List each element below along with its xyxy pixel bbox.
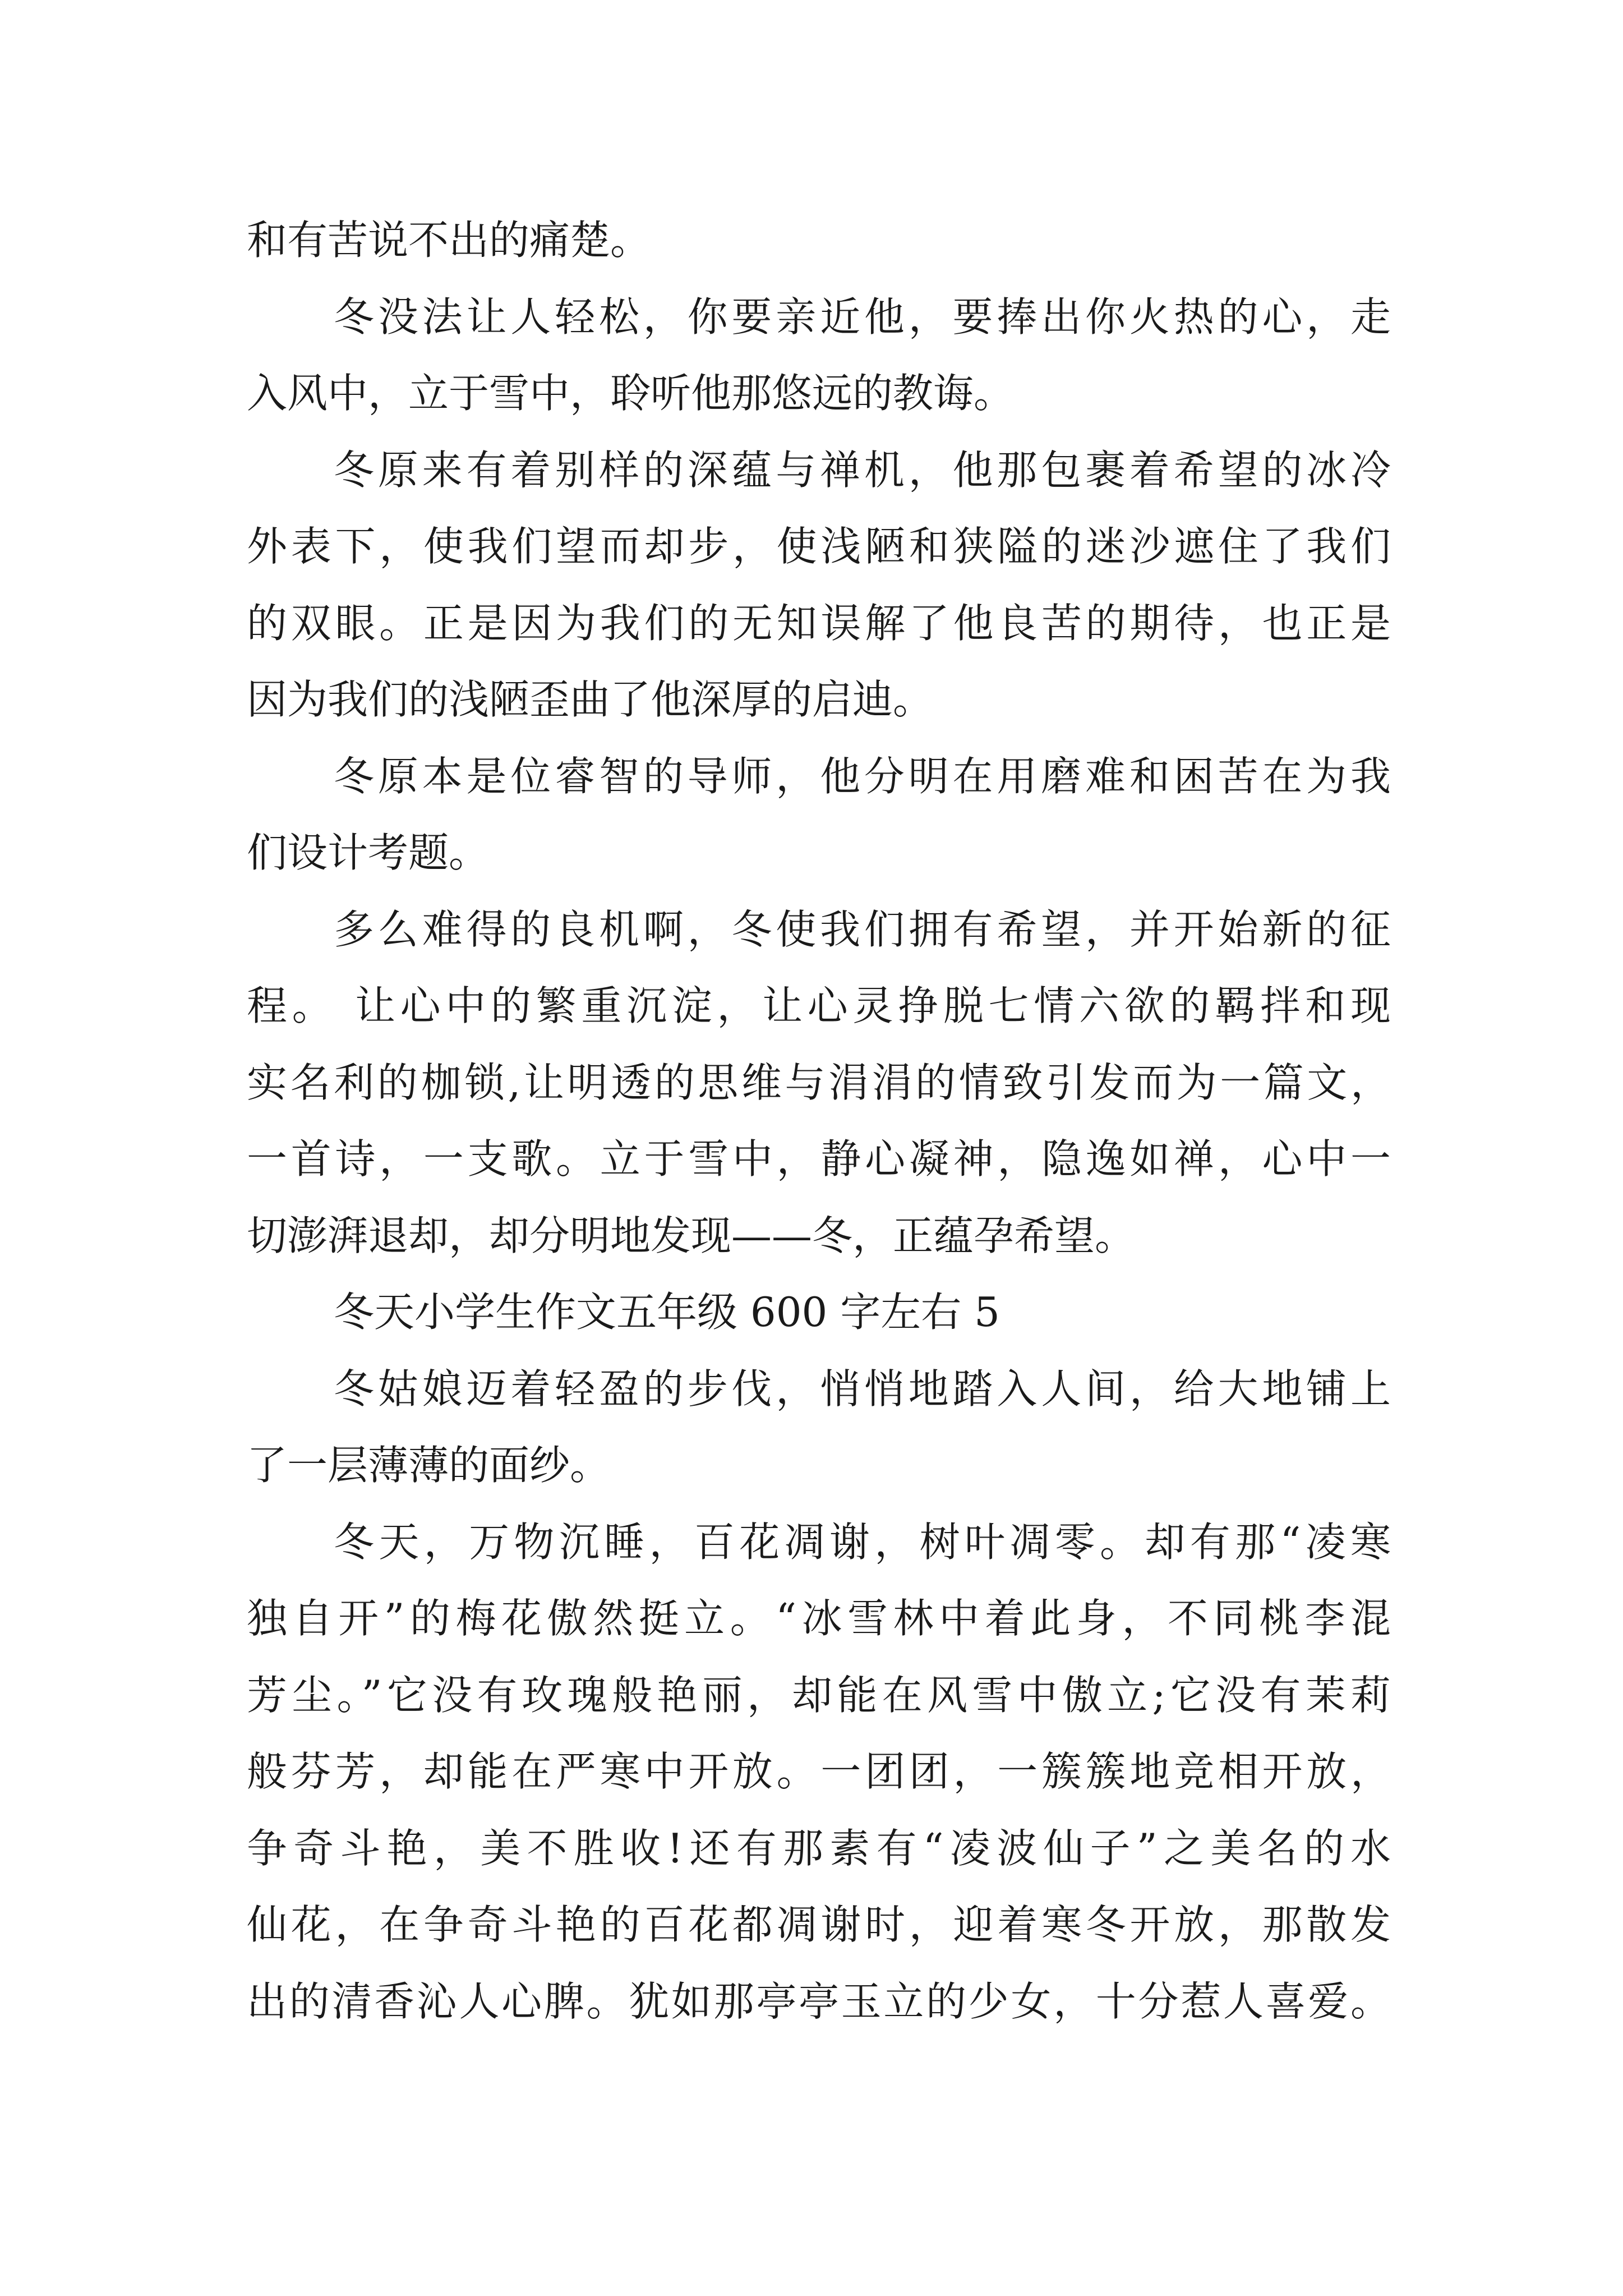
document-body <box>247 202 1391 2040</box>
text-line: 们设计考题。 <box>247 829 490 876</box>
paragraph-start-line: 冬天，万物沉睡，百花凋谢，树叶凋零。却有那“凌寒 <box>334 1518 1391 1566</box>
paragraph-start-line: 多么难得的良机啊，冬使我们拥有希望，并开始新的征 <box>334 905 1391 953</box>
text-line: 的双眼。正是因为我们的无知误解了他良苦的期待，也正是 <box>247 599 1391 647</box>
text-line: 仙花，在争奇斗艳的百花都凋谢时，迎着寒冬开放，那散发 <box>247 1901 1391 1948</box>
text-line: 一首诗，一支歌。立于雪中，静心凝神，隐逸如禅，心中一 <box>247 1135 1391 1182</box>
text-line: 实名利的枷锁,让明透的思维与涓涓的情致引发而为一篇文， <box>247 1059 1391 1106</box>
paragraph-start-line: 冬姑娘迈着轻盈的步伐，悄悄地踏入人间，给大地铺上 <box>334 1365 1391 1412</box>
section-heading: 冬天小学生作文五年级 600 字左右 5 <box>334 1289 1000 1336</box>
text-line: 因为我们的浅陋歪曲了他深厚的启迪。 <box>247 676 934 723</box>
text-line: 外表下，使我们望而却步，使浅陋和狭隘的迷沙遮住了我们 <box>247 523 1391 570</box>
text-line: 入风中，立于雪中，聆听他那悠远的教诲。 <box>247 370 1015 417</box>
paragraph-start-line: 冬没法让人轻松，你要亲近他，要捧出你火热的心，走 <box>334 293 1391 341</box>
text-line: 般芬芳，却能在严寒中开放。一团团，一簇簇地竞相开放， <box>247 1748 1391 1795</box>
text-line: 芳尘。”它没有玫瑰般艳丽，却能在风雪中傲立;它没有茉莉 <box>247 1671 1391 1719</box>
text-line: 和有苦说不出的痛楚。 <box>247 217 651 264</box>
text-line: 争奇斗艳，美不胜收!还有那素有“凌波仙子”之美名的水 <box>247 1824 1391 1872</box>
text-line: 程。 让心中的繁重沉淀，让心灵挣脱七情六欲的羁拌和现 <box>247 982 1391 1029</box>
text-line: 出的清香沁人心脾。犹如那亭亭玉立的少女，十分惹人喜爱。 <box>247 1977 1391 2025</box>
paragraph-start-line: 冬原来有着别样的深蕴与禅机，他那包裹着希望的冰冷 <box>334 446 1391 494</box>
paragraph-start-line: 冬原本是位睿智的导师，他分明在用磨难和困苦在为我 <box>334 752 1391 800</box>
text-line: 独自开”的梅花傲然挺立。“冰雪林中着此身，不同桃李混 <box>247 1595 1391 1642</box>
text-line: 了一层薄薄的面纱。 <box>247 1442 611 1489</box>
text-line: 切澎湃退却，却分明地发现——冬，正蕴孕希望。 <box>247 1212 1136 1259</box>
